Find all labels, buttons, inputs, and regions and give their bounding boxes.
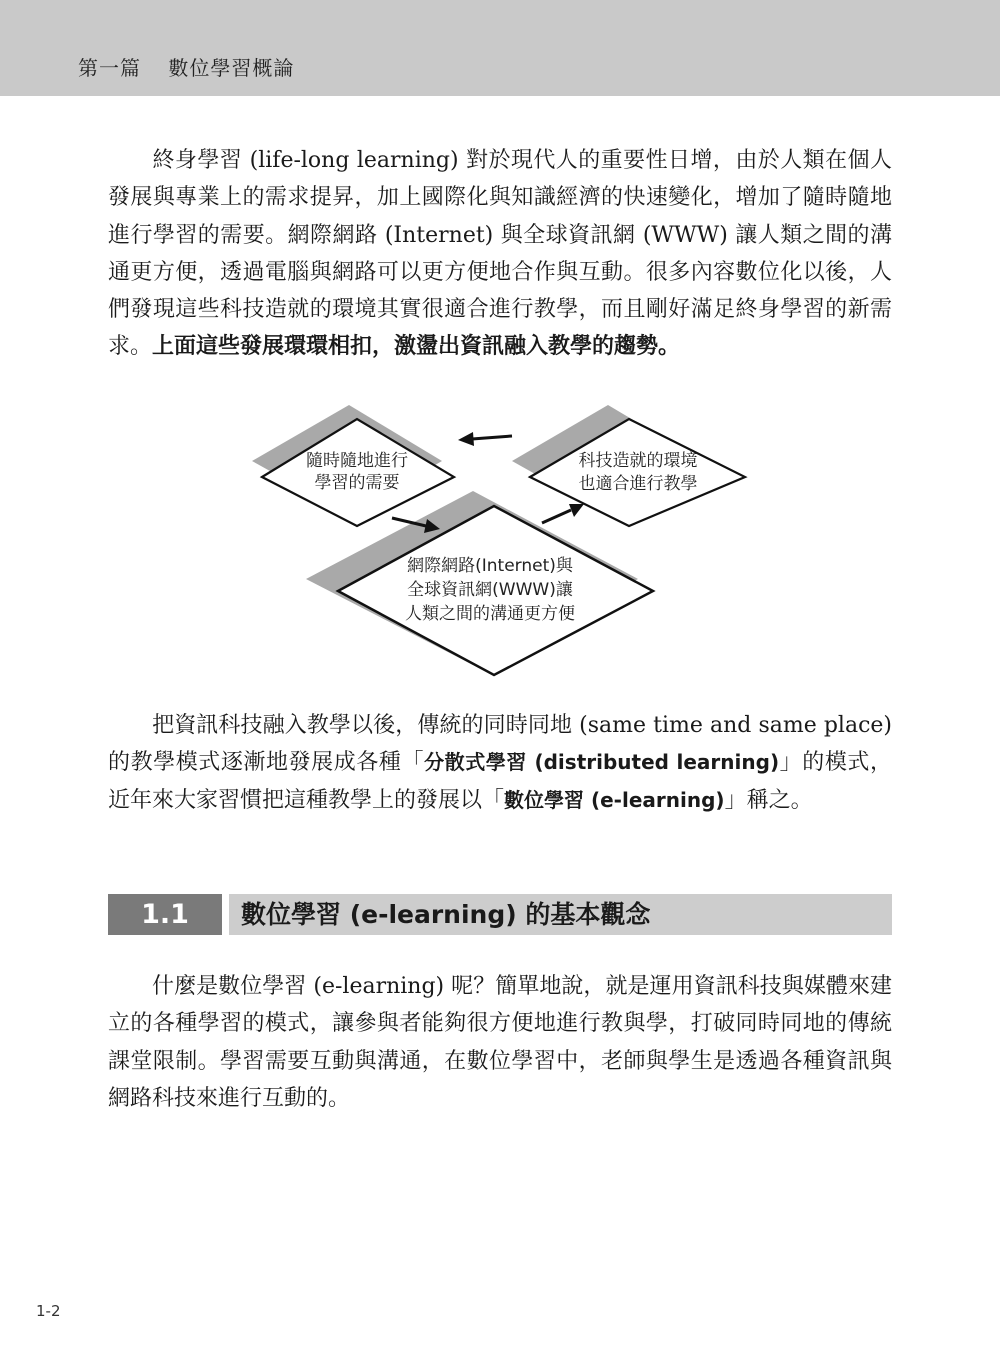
right-box-line1: 科技造就的環境 [578,451,698,471]
right-box-line2: 也適合進行教學 [578,474,698,494]
section-heading-bar [229,894,892,935]
arrow-bottom-to-right [542,504,584,523]
page-number: 1-2 [36,1302,61,1320]
paragraph2-bold-b: 數位學習 (e-learning) [504,787,725,812]
bottom-box-line1: 網際網路(Internet)與 [407,556,573,576]
running-header [78,52,294,81]
left-box-line1: 隨時隨地進行 [306,451,408,471]
header-part: 第一篇 [78,56,141,80]
bottom-box-line3: 人類之間的溝通更方便 [405,604,575,624]
paragraph3-text: 什麼是數位學習 (e-learning) 呢？簡單地說，就是運用資訊科技與媒體來建立的各種學習的模式，讓參與者能夠很方便地進行教與學，打破同時同地的傳統課堂限制。學習需要互動與溝通，在數位學習中，老師與學生是透過各種資訊與網路科技來進行互動的。 [108,974,892,1111]
paragraph2-text-c: 」稱之。 [724,787,813,813]
section-number: 1.1 [108,894,222,935]
paragraph2-text-a: 把資訊科技融入教學以後，傳統的同時同地 (same time and same place) 的教學模式逐漸地發展成各種「 [108,713,892,776]
running-header-bar [0,0,1000,96]
paragraph-lifelong-learning [108,142,892,366]
paragraph2-text-b: 」的模式，近年來大家習慣把這種教學上的發展以「 [108,750,892,813]
paragraph1-bold: 上面這些發展環環相扣，激盪出資訊融入教學的趨勢。 [152,333,681,360]
paragraph2-bold-a: 分散式學習 (distributed learning) [424,750,780,775]
section-title: 數位學習 (e-learning) 的基本觀念 [241,900,651,929]
paragraph1-text: 終身學習 (life-long learning) 對於現代人的重要性日增，由於人類在個人發展與專業上的需求提昇，加上國際化與知識經濟的快速變化，增加了隨時隨地進行學習的需要。網際網路 (Internet) 與全球資訊網 (WWW) 讓人類之間的溝通更方便，透過電腦與網路可以更方便地合作與互動。很多內容數位化以後，人們發現這些科技造就的環境其實很適合進行教學，而且剛好滿足終身學習的新需求。 [108,148,892,360]
header-chapter-title: 數位學習概論 [168,56,295,80]
arrow-right-to-left [458,432,512,446]
bottom-box-line2: 全球資訊網(WWW)讓 [407,580,573,600]
paragraph-distributed-learning [108,707,892,819]
left-box-line2: 學習的需要 [314,473,400,493]
concept-diagram [240,395,760,690]
paragraph-what-is-elearning [108,968,892,1117]
